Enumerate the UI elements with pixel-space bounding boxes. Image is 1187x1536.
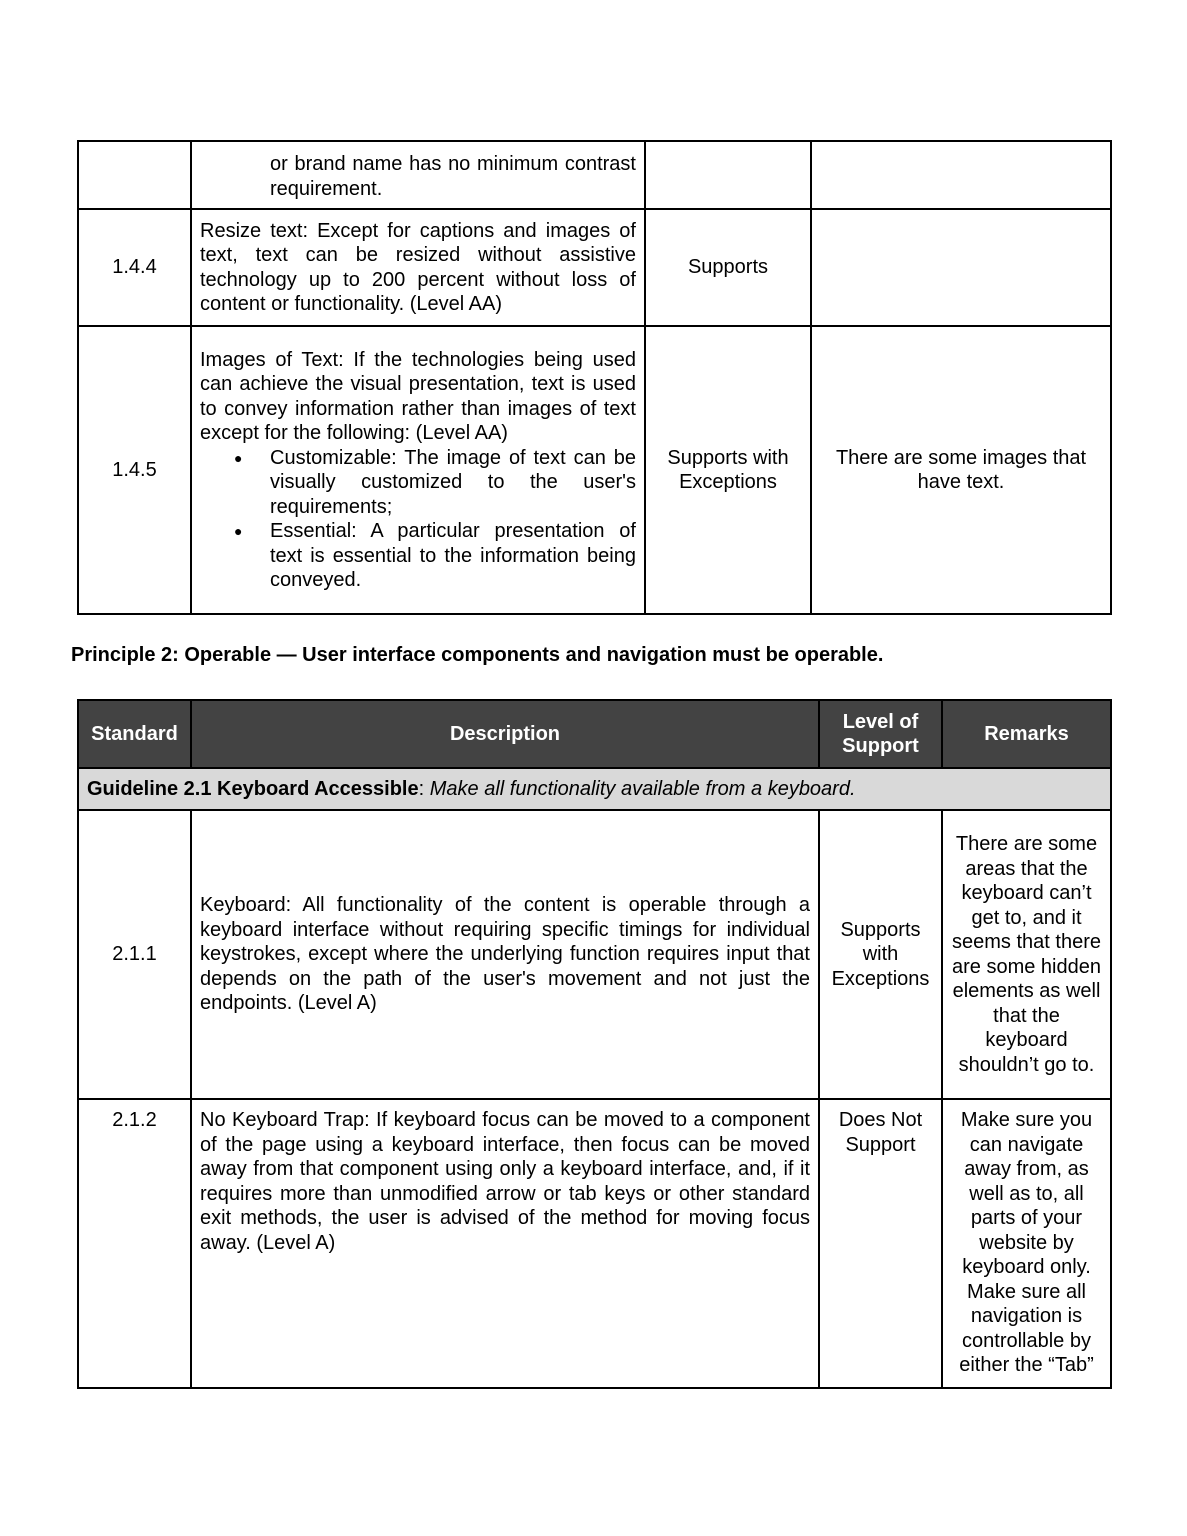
guideline-row xyxy=(78,768,1111,810)
description-cell xyxy=(191,1099,819,1388)
description-text: Keyboard: All functionality of the content is operable through a keyboard interface without requiring specific timings for individual keystrokes, except where the underlying function requires input that depends on the path of the user's movement and not just the endpoints. (Level A) xyxy=(200,894,810,1015)
table-row xyxy=(78,209,1111,326)
description-text: or brand name has no minimum contrast requirement. xyxy=(270,153,636,200)
header-description: Description xyxy=(191,700,819,768)
conformance-table-principle-1 xyxy=(77,140,1112,615)
description-text: No Keyboard Trap: If keyboard focus can be moved to a component of the page using a keyboard interface, then focus can be moved away from that component using only a keyboard interface, and, if it requires more than unmodified arrow or tab keys or other standard exit methods, the user is advised of the method for moving focus away. (Level A) xyxy=(200,1109,810,1254)
level-cell xyxy=(645,141,811,209)
principle-heading: Principle 2: Operable — User interface components and navigation must be operable. xyxy=(71,644,884,666)
description-cell xyxy=(191,326,645,614)
table-header-row xyxy=(78,700,1111,768)
level-cell: Does Not Support xyxy=(819,1099,942,1388)
header-level: Level of Support xyxy=(819,700,942,768)
standard-cell: 2.1.1 xyxy=(78,810,191,1099)
standard-cell: 1.4.5 xyxy=(78,326,191,614)
level-cell: Supports xyxy=(645,209,811,326)
conformance-table-principle-2 xyxy=(77,699,1112,1389)
remarks-cell xyxy=(811,209,1111,326)
header-remarks: Remarks xyxy=(942,700,1111,768)
level-cell: Supports with Exceptions xyxy=(645,326,811,614)
guideline-title: Guideline 2.1 Keyboard Accessible xyxy=(87,777,419,800)
header-standard: Standard xyxy=(78,700,191,768)
table-row xyxy=(78,141,1111,209)
standard-cell: 1.4.4 xyxy=(78,209,191,326)
guideline-cell xyxy=(78,768,1111,810)
description-text: Resize text: Except for captions and images of text, text can be resized without assistive technology up to 200 percent without loss of content or functionality. (Level AA) xyxy=(200,219,636,315)
bullet-list xyxy=(200,446,636,593)
description-cell xyxy=(191,209,645,326)
description-cell xyxy=(191,141,645,209)
remarks-cell xyxy=(811,141,1111,209)
table-row xyxy=(78,810,1111,1099)
table-row xyxy=(78,326,1111,614)
description-cell xyxy=(191,810,819,1099)
level-cell: Supports with Exceptions xyxy=(819,810,942,1099)
guideline-separator: : xyxy=(418,777,430,800)
table-row xyxy=(78,1099,1111,1388)
guideline-text: Make all functionality available from a keyboard. xyxy=(429,777,856,800)
description-text: Images of Text: If the technologies being used can achieve the visual presentation, text is used to convey information rather than images of text except for the following: (Level AA) xyxy=(200,348,636,444)
standard-cell: 2.1.2 xyxy=(78,1099,191,1388)
remarks-cell: There are some areas that the keyboard can’t get to, and it seems that there are some hidden elements as well that the keyboard shouldn’t go to. xyxy=(942,810,1111,1099)
remarks-cell: Make sure you can navigate away from, as well as to, all parts of your website by keyboard only. Make sure all navigation is controllable by either the “Tab” xyxy=(942,1099,1111,1388)
standard-cell xyxy=(78,141,191,209)
list-item: ● Essential: A particular presentation of text is essential to the information being conveyed. xyxy=(270,519,636,593)
list-item: ● Customizable: The image of text can be visually customized to the user's requirements; xyxy=(270,446,636,520)
remarks-cell: There are some images that have text. xyxy=(811,326,1111,614)
